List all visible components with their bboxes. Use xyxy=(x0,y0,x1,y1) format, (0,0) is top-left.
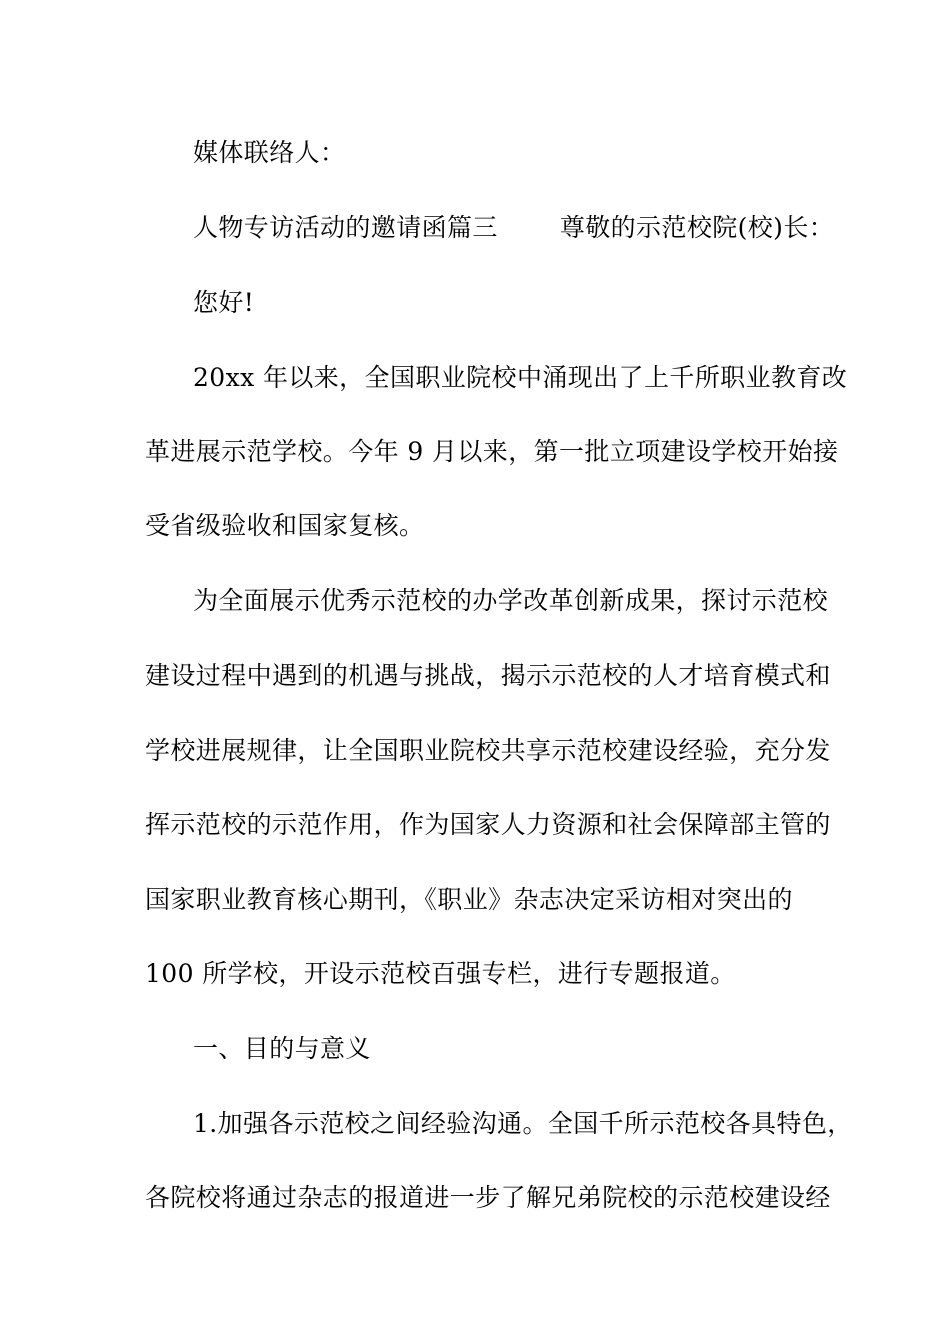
section-heading: 一、目的与意义 xyxy=(193,1034,371,1063)
paragraph-3-line-2: 各院校将通过杂志的报道进一步了解兄弟院校的示范校建设经 xyxy=(145,1183,831,1212)
paragraph-2-line-6: 100 所学校，开设示范校百强专栏，进行专题报道。 xyxy=(145,959,736,988)
paragraph-1-line-3: 受省级验收和国家复核。 xyxy=(145,511,425,540)
paragraph-3-line-1: 1.加强各示范校之间经验沟通。全国千所示范校各具特色， xyxy=(193,1109,853,1138)
invitation-title: 人物专访活动的邀请函篇三 xyxy=(193,213,498,242)
salutation: 尊敬的示范校院(校)长： xyxy=(559,213,835,242)
paragraph-1-line-1: 20xx 年以来，全国职业院校中涌现出了上千所职业教育改 xyxy=(193,363,848,392)
heading-line xyxy=(193,212,834,244)
greeting-line: 您好! xyxy=(193,288,255,317)
paragraph-2-line-1: 为全面展示优秀示范校的办学改革创新成果，探讨示范校 xyxy=(193,586,829,615)
paragraph-2-line-2: 建设过程中遇到的机遇与挑战，揭示示范校的人才培育模式和 xyxy=(145,661,831,690)
media-contact-line: 媒体联络人： xyxy=(193,138,346,167)
paragraph-2-line-5: 国家职业教育核心期刊，《职业》杂志决定采访相对突出的 xyxy=(145,885,793,914)
paragraph-2-line-4: 挥示范校的示范作用，作为国家人力资源和社会保障部主管的 xyxy=(145,810,831,839)
paragraph-1-line-2: 革进展示范学校。今年 9 月以来，第一批立项建设学校开始接 xyxy=(145,437,839,466)
paragraph-2-line-3: 学校进展规律，让全国职业院校共享示范校建设经验，充分发 xyxy=(145,736,831,765)
